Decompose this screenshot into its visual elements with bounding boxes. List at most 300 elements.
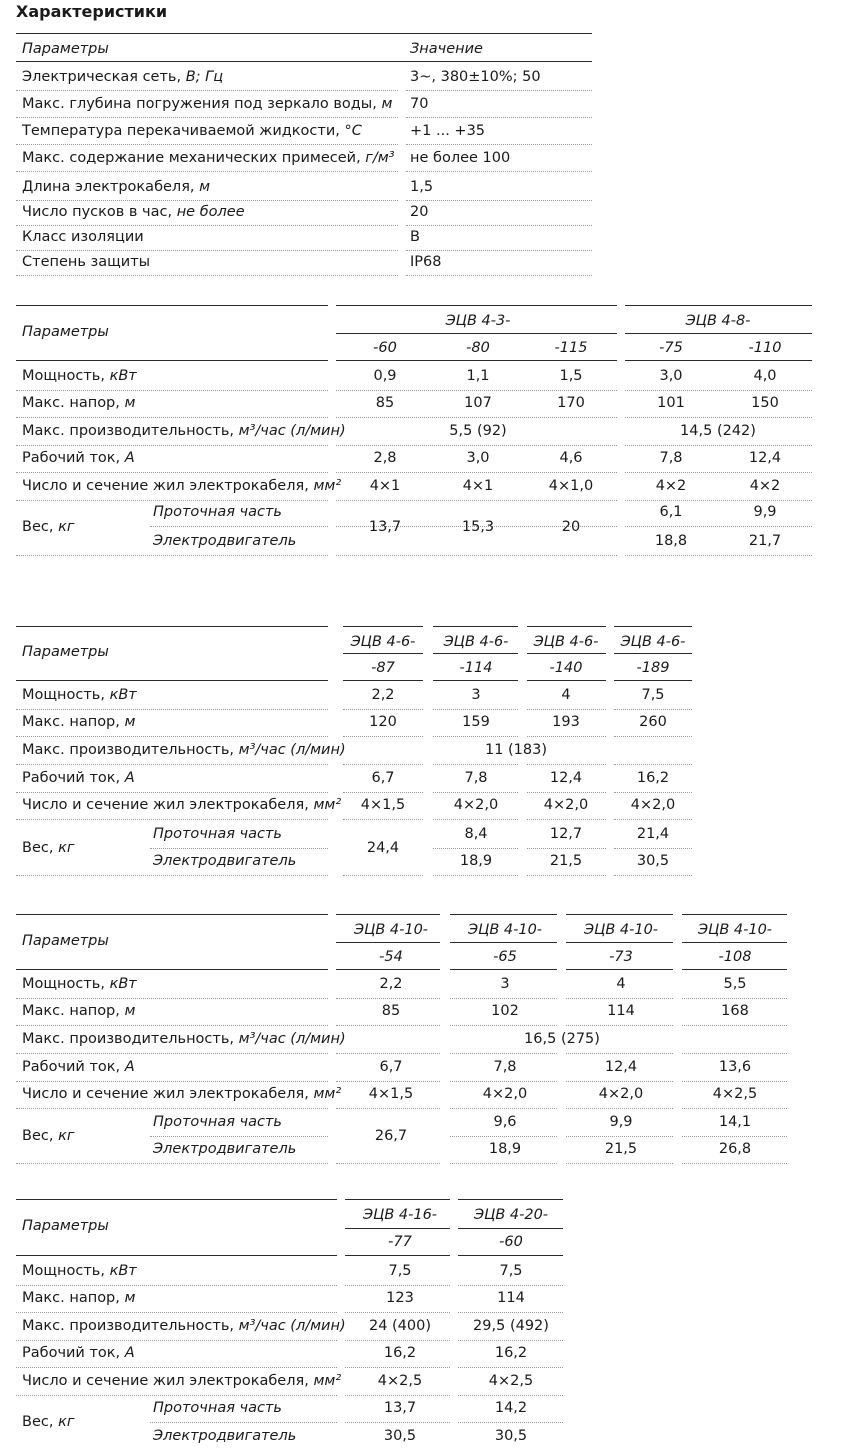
- param-label-text: Электрическая сеть,: [22, 69, 186, 85]
- row-label-power: [22, 977, 137, 992]
- row-label-flow-text: Макс. производительность,: [22, 742, 239, 758]
- current-value: 3,0: [466, 450, 490, 466]
- row-label-head-text: Макс. напор,: [22, 1003, 125, 1019]
- rule-line: [527, 680, 606, 681]
- current-value: 6,7: [379, 1059, 403, 1075]
- rule-line: [16, 1199, 337, 1200]
- head-value: 114: [607, 1003, 635, 1019]
- row-divider: [458, 1285, 563, 1286]
- row-divider: [16, 736, 328, 737]
- row-label-weight-text: Вес,: [22, 519, 59, 535]
- current-value: 2,8: [373, 450, 397, 466]
- row-divider: [343, 764, 423, 765]
- rule-line: [527, 653, 606, 654]
- row-divider: [336, 417, 617, 418]
- page-title: Характеристики: [16, 2, 168, 21]
- row-divider: [450, 1136, 557, 1137]
- rule-line: [682, 942, 787, 943]
- rule-line: [16, 305, 328, 306]
- param-value: +1 ... +35: [410, 123, 486, 139]
- row-label-cable-unit: мм²: [313, 1086, 342, 1102]
- row-divider: [625, 500, 812, 501]
- row-label-cable: [22, 798, 341, 813]
- power-value: 3: [471, 687, 481, 703]
- row-label-current-text: Рабочий ток,: [22, 1059, 125, 1075]
- row-divider: [16, 200, 398, 201]
- row-divider: [614, 709, 692, 710]
- row-label-current: [22, 771, 135, 786]
- rule-line: [458, 1228, 563, 1229]
- row-divider: [614, 764, 692, 765]
- rule-line: [566, 969, 673, 970]
- head-value: 168: [721, 1003, 749, 1019]
- weight-flow-part-label: Проточная часть: [153, 1114, 282, 1130]
- row-label-head: [22, 1004, 135, 1019]
- row-divider: [16, 1395, 337, 1396]
- row-divider: [682, 1136, 787, 1137]
- row-divider: [433, 819, 518, 820]
- current-value: 16,2: [494, 1345, 528, 1361]
- row-divider: [614, 875, 692, 876]
- row-divider: [150, 848, 328, 849]
- row-label-head: [22, 715, 135, 730]
- rule-line: [336, 942, 440, 943]
- row-divider: [614, 736, 692, 737]
- row-label-flow-text: Макс. производительность,: [22, 1031, 239, 1047]
- model-group-label: ЭЦВ 4-20-: [473, 1207, 549, 1223]
- cable-value: 4×2,5: [377, 1373, 423, 1389]
- row-divider: [625, 526, 812, 527]
- row-divider: [150, 1422, 337, 1423]
- power-value: 7,5: [388, 1263, 412, 1279]
- row-label-weight-unit: кг: [58, 840, 75, 856]
- cable-value: 4×2,0: [543, 797, 589, 813]
- power-value: 2,2: [371, 687, 395, 703]
- row-label-power-unit: кВт: [109, 976, 137, 992]
- row-divider: [450, 1163, 557, 1164]
- flow-value: 5,5 (92): [449, 423, 507, 439]
- model-group-label: ЭЦВ 4-6-: [350, 634, 416, 650]
- row-divider: [450, 1053, 557, 1054]
- rule-line: [345, 1255, 450, 1256]
- row-divider: [614, 792, 692, 793]
- model-label: -65: [493, 949, 517, 965]
- model-group-label: ЭЦВ 4-10-: [467, 922, 543, 938]
- rule-line: [458, 1255, 563, 1256]
- row-label-power-unit: кВт: [109, 687, 137, 703]
- row-divider: [345, 1285, 450, 1286]
- model-label: -80: [466, 340, 490, 356]
- row-divider: [16, 445, 328, 446]
- cable-value: 4×2: [655, 478, 687, 494]
- col-header-params: Параметры: [22, 41, 109, 57]
- row-divider: [450, 1108, 557, 1109]
- head-value: 150: [751, 395, 779, 411]
- model-group-label: ЭЦВ 4-16-: [362, 1207, 438, 1223]
- row-divider: [16, 764, 328, 765]
- row-divider: [433, 764, 518, 765]
- row-divider: [16, 709, 328, 710]
- param-value: B: [410, 229, 420, 245]
- param-value: 1,5: [410, 179, 434, 195]
- row-divider: [150, 526, 328, 527]
- flow-part-value: 8,4: [464, 826, 488, 842]
- row-divider: [682, 1053, 787, 1054]
- rule-line: [450, 942, 557, 943]
- row-label-head-text: Макс. напор,: [22, 395, 125, 411]
- row-divider: [16, 1163, 328, 1164]
- rule-line: [566, 942, 673, 943]
- model-label: -115: [554, 340, 588, 356]
- row-divider: [450, 1081, 557, 1082]
- model-group-label: ЭЦВ 4-3-: [445, 313, 511, 329]
- row-label-power-text: Мощность,: [22, 976, 110, 992]
- row-label-head-unit: м: [124, 395, 136, 411]
- row-label-cable-text: Число и сечение жил электрокабеля,: [22, 478, 314, 494]
- row-label-flow-text: Макс. производительность,: [22, 1318, 239, 1334]
- power-value: 0,9: [373, 368, 397, 384]
- head-value: 260: [639, 714, 667, 730]
- row-divider: [625, 445, 812, 446]
- row-divider: [16, 819, 328, 820]
- row-divider: [336, 555, 617, 556]
- current-value: 12,4: [748, 450, 782, 466]
- row-divider: [406, 200, 592, 201]
- model-label: -87: [371, 660, 395, 676]
- row-divider: [16, 875, 328, 876]
- row-divider: [682, 1108, 787, 1109]
- row-divider: [406, 225, 592, 226]
- model-label: -60: [373, 340, 397, 356]
- row-divider: [682, 998, 787, 999]
- row-divider: [406, 90, 592, 91]
- row-divider: [566, 1136, 673, 1137]
- row-label-head-text: Макс. напор,: [22, 714, 125, 730]
- row-divider: [682, 1163, 787, 1164]
- row-divider: [16, 117, 398, 118]
- rule-line: [336, 333, 617, 334]
- params-header: Параметры: [22, 1218, 109, 1234]
- head-value: 107: [464, 395, 492, 411]
- motor-value: 18,9: [488, 1141, 522, 1157]
- power-value: 4: [616, 976, 626, 992]
- row-label-cable-text: Число и сечение жил электрокабеля,: [22, 797, 314, 813]
- row-label-weight-text: Вес,: [22, 1414, 59, 1430]
- row-divider: [450, 1025, 557, 1026]
- flow-part-value: 14,2: [494, 1400, 528, 1416]
- rule-line: [16, 61, 592, 62]
- row-divider: [614, 819, 692, 820]
- rule-line: [566, 914, 673, 915]
- row-divider: [433, 709, 518, 710]
- rule-line: [345, 1199, 450, 1200]
- params-header: Параметры: [22, 324, 109, 340]
- model-group-label: ЭЦВ 4-10-: [697, 922, 773, 938]
- row-label-cable-unit: мм²: [313, 1373, 342, 1389]
- rule-line: [625, 360, 812, 361]
- rule-line: [682, 969, 787, 970]
- param-label: [22, 151, 395, 166]
- rule-line: [343, 680, 423, 681]
- row-label-weight: [22, 1415, 74, 1430]
- cable-value: 4×2,0: [453, 797, 499, 813]
- param-label: [22, 180, 210, 195]
- row-divider: [16, 225, 398, 226]
- model-label: -54: [379, 949, 403, 965]
- row-divider: [16, 1367, 337, 1368]
- rule-line: [343, 626, 423, 627]
- row-divider: [336, 1163, 440, 1164]
- row-divider: [336, 472, 617, 473]
- rule-line: [336, 360, 617, 361]
- row-divider: [16, 171, 398, 172]
- weight-motor-label: Электродвигатель: [153, 1141, 297, 1157]
- motor-value: 18,8: [654, 533, 688, 549]
- row-divider: [625, 472, 812, 473]
- row-label-current: [22, 1346, 135, 1361]
- row-divider: [345, 1395, 450, 1396]
- row-divider: [625, 390, 812, 391]
- motor-value: 30,5: [383, 1428, 417, 1444]
- row-divider: [16, 390, 328, 391]
- row-divider: [566, 1053, 673, 1054]
- row-divider: [16, 1340, 337, 1341]
- row-label-flow-unit: м³/час (л/мин): [238, 1031, 346, 1047]
- model-label: -75: [659, 340, 683, 356]
- model-group-label: ЭЦВ 4-10-: [353, 922, 429, 938]
- model-label: -108: [718, 949, 752, 965]
- cable-value: 4×2,0: [630, 797, 676, 813]
- row-divider: [406, 117, 592, 118]
- motor-value: 26,8: [718, 1141, 752, 1157]
- param-label-text: Температура перекачиваемой жидкости,: [22, 123, 345, 139]
- head-value: 114: [497, 1290, 525, 1306]
- cable-value: 4×2,5: [712, 1086, 758, 1102]
- row-divider: [16, 1053, 328, 1054]
- rule-line: [614, 626, 692, 627]
- param-value: не более 100: [410, 150, 511, 166]
- weight-flow-part-label: Проточная часть: [153, 1400, 282, 1416]
- param-label-unit: г/м³: [365, 150, 395, 166]
- row-label-power: [22, 1264, 137, 1279]
- cable-value: 4×2: [749, 478, 781, 494]
- row-label-current: [22, 1060, 135, 1075]
- weight-total-value: 24,4: [366, 840, 400, 856]
- row-divider: [336, 1081, 440, 1082]
- rule-line: [682, 914, 787, 915]
- row-divider: [458, 1395, 563, 1396]
- rule-line: [458, 1199, 563, 1200]
- row-label-flow-text: Макс. производительность,: [22, 423, 239, 439]
- row-divider: [16, 792, 328, 793]
- param-value: 3~, 380±10%; 50: [410, 69, 541, 85]
- row-divider: [406, 171, 592, 172]
- row-label-flow-unit: м³/час (л/мин): [238, 423, 346, 439]
- flow-part-value: 9,9: [753, 504, 777, 520]
- model-label: -77: [388, 1234, 412, 1250]
- weight-total-value: 13,7: [368, 519, 402, 535]
- row-divider: [16, 1108, 328, 1109]
- row-divider: [682, 1081, 787, 1082]
- row-divider: [16, 555, 328, 556]
- row-divider: [458, 1367, 563, 1368]
- row-label-current-text: Рабочий ток,: [22, 450, 125, 466]
- row-divider: [406, 144, 592, 145]
- current-value: 12,4: [604, 1059, 638, 1075]
- param-value: IP68: [410, 254, 442, 270]
- head-value: 85: [381, 1003, 401, 1019]
- head-value: 123: [386, 1290, 414, 1306]
- row-divider: [345, 1340, 450, 1341]
- row-divider: [336, 998, 440, 999]
- row-divider: [566, 998, 673, 999]
- model-group-label: ЭЦВ 4-6-: [533, 634, 599, 650]
- model-group-label: ЭЦВ 4-6-: [443, 634, 509, 650]
- row-divider: [343, 736, 423, 737]
- row-divider: [566, 1081, 673, 1082]
- row-label-power-unit: кВт: [109, 368, 137, 384]
- row-divider: [614, 848, 692, 849]
- param-label: [22, 70, 223, 85]
- flow-value: 14,5 (242): [680, 423, 756, 439]
- weight-total-value: 15,3: [461, 519, 495, 535]
- param-label-text: Макс. содержание механических примесей,: [22, 150, 366, 166]
- row-label-flow: [22, 1032, 346, 1047]
- flow-value: 16,5 (275): [524, 1031, 600, 1047]
- row-label-power: [22, 369, 137, 384]
- row-label-current-unit: А: [124, 1345, 135, 1361]
- row-divider: [433, 848, 518, 849]
- flow-part-value: 13,7: [383, 1400, 417, 1416]
- head-value: 170: [557, 395, 585, 411]
- row-divider: [682, 1025, 787, 1026]
- row-label-head-text: Макс. напор,: [22, 1290, 125, 1306]
- model-label: -73: [609, 949, 633, 965]
- row-divider: [458, 1422, 563, 1423]
- head-value: 193: [552, 714, 580, 730]
- row-divider: [433, 875, 518, 876]
- flow-part-value: 21,4: [636, 826, 670, 842]
- motor-value: 18,9: [459, 853, 493, 869]
- head-value: 85: [375, 395, 395, 411]
- param-label-text: Класс изоляции: [22, 229, 144, 245]
- row-label-cable-unit: мм²: [313, 797, 342, 813]
- row-label-power-unit: кВт: [109, 1263, 137, 1279]
- current-value: 13,6: [718, 1059, 752, 1075]
- row-label-cable: [22, 1087, 341, 1102]
- flow-part-value: 9,6: [493, 1114, 517, 1130]
- rule-line: [433, 626, 518, 627]
- row-label-weight: [22, 520, 74, 535]
- row-label-weight: [22, 841, 74, 856]
- row-label-power-text: Мощность,: [22, 687, 110, 703]
- row-label-weight-text: Вес,: [22, 1128, 59, 1144]
- row-label-weight-unit: кг: [58, 519, 75, 535]
- row-divider: [343, 819, 423, 820]
- motor-value: 21,5: [604, 1141, 638, 1157]
- power-value: 7,5: [499, 1263, 523, 1279]
- cable-value: 4×2,0: [482, 1086, 528, 1102]
- row-divider: [16, 144, 398, 145]
- row-divider: [336, 390, 617, 391]
- row-divider: [150, 1136, 328, 1137]
- flow-part-value: 14,1: [718, 1114, 752, 1130]
- rule-line: [450, 969, 557, 970]
- row-label-head-unit: м: [124, 1003, 136, 1019]
- row-divider: [345, 1367, 450, 1368]
- weight-motor-label: Электродвигатель: [153, 853, 297, 869]
- rule-line: [16, 360, 328, 361]
- row-divider: [527, 875, 606, 876]
- row-divider: [343, 709, 423, 710]
- power-value: 1,5: [559, 368, 583, 384]
- row-divider: [16, 90, 398, 91]
- row-divider: [16, 250, 398, 251]
- weight-motor-label: Электродвигатель: [153, 533, 297, 549]
- row-divider: [566, 1108, 673, 1109]
- row-label-head: [22, 1291, 135, 1306]
- param-label-unit: м: [381, 96, 393, 112]
- rule-line: [16, 914, 328, 915]
- rule-line: [16, 626, 328, 627]
- row-label-flow: [22, 743, 346, 758]
- row-divider: [458, 1340, 563, 1341]
- power-value: 2,2: [379, 976, 403, 992]
- row-label-power-text: Мощность,: [22, 368, 110, 384]
- param-label-text: Степень защиты: [22, 254, 151, 270]
- param-label-unit: °C: [344, 123, 362, 139]
- param-value: 20: [410, 204, 429, 220]
- row-label-current: [22, 451, 135, 466]
- param-value: 70: [410, 96, 429, 112]
- row-divider: [16, 500, 328, 501]
- row-label-current-unit: А: [124, 1059, 135, 1075]
- row-label-flow-unit: м³/час (л/мин): [238, 1318, 346, 1334]
- row-divider: [625, 417, 812, 418]
- motor-value: 30,5: [636, 853, 670, 869]
- row-label-cable: [22, 479, 341, 494]
- row-divider: [16, 472, 328, 473]
- col-header-value: Значение: [410, 41, 483, 57]
- row-label-current-unit: А: [124, 450, 135, 466]
- row-divider: [16, 417, 328, 418]
- row-divider: [527, 819, 606, 820]
- motor-value: 21,7: [748, 533, 782, 549]
- power-value: 5,5: [723, 976, 747, 992]
- current-value: 7,8: [659, 450, 683, 466]
- row-divider: [527, 764, 606, 765]
- motor-value: 30,5: [494, 1428, 528, 1444]
- row-label-current-text: Рабочий ток,: [22, 1345, 125, 1361]
- model-label: -110: [748, 340, 782, 356]
- row-divider: [527, 792, 606, 793]
- rule-line: [433, 653, 518, 654]
- head-value: 159: [462, 714, 490, 730]
- current-value: 4,6: [559, 450, 583, 466]
- rule-line: [16, 33, 592, 34]
- weight-flow-part-label: Проточная часть: [153, 826, 282, 842]
- row-label-flow: [22, 424, 346, 439]
- current-value: 7,8: [464, 770, 488, 786]
- param-label-text: Число пусков в час,: [22, 204, 177, 220]
- rule-line: [625, 333, 812, 334]
- row-divider: [343, 792, 423, 793]
- row-divider: [345, 1422, 450, 1423]
- rule-line: [433, 680, 518, 681]
- cable-value: 4×1,5: [360, 797, 406, 813]
- row-label-weight-unit: кг: [58, 1128, 75, 1144]
- row-label-head-unit: м: [124, 714, 136, 730]
